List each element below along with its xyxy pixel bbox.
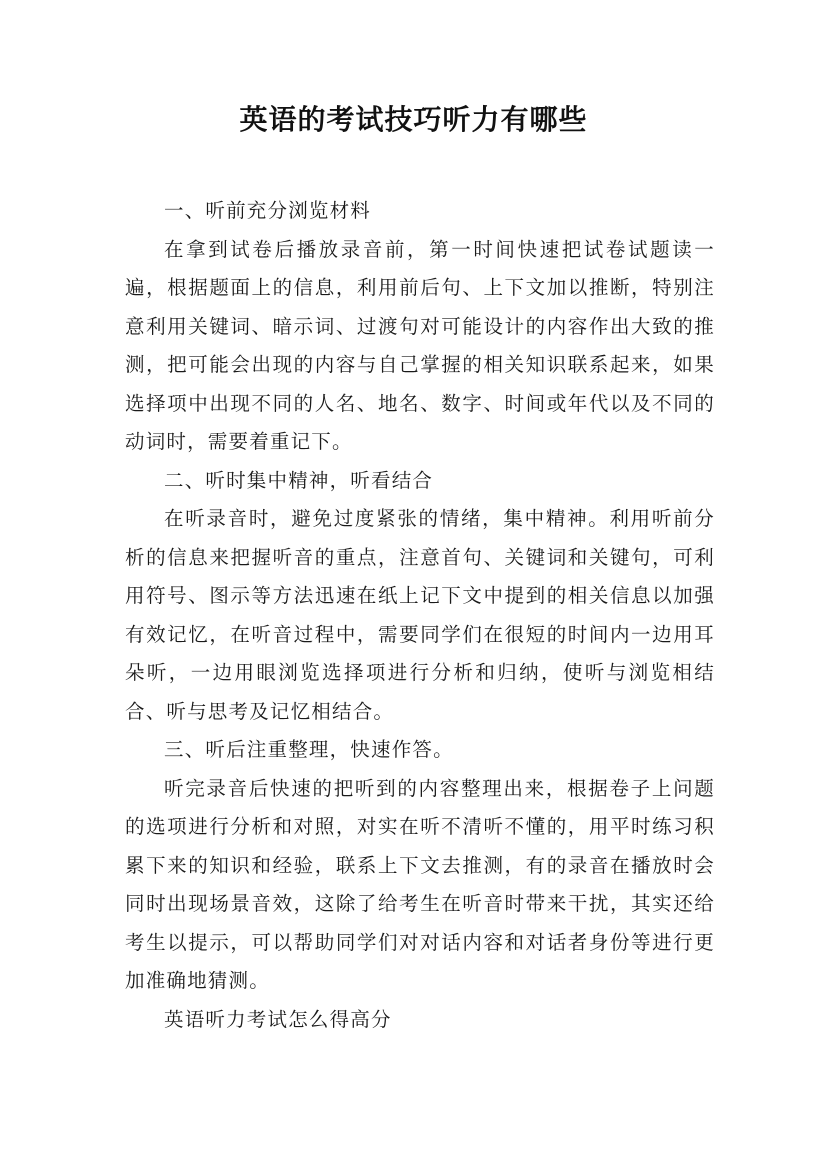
paragraph-2: 在听录音时，避免过度紧张的情绪，集中精神。利用听前分析的信息来把握听音的重点，注意首句、关键词和关键句，可利用符号、图示等方法迅速在纸上记下文中提到的相关信息以加强有效记忆，在听音过程中，需要同学们在很短的时间内一边用耳朵听，一边用眼浏览选择项进行分析和归纳，使听与浏览相结合、听与思考及记忆相结合。 bbox=[125, 507, 715, 723]
document-title: 英语的考试技巧听力有哪些 bbox=[239, 103, 588, 136]
section-heading-2: 二、听时集中精神，听看结合 bbox=[164, 468, 434, 492]
section-heading-3: 三、听后注重整理，快速作答。 bbox=[164, 738, 454, 761]
section-heading-1: 一、听前充分浏览材料 bbox=[164, 199, 372, 222]
paragraph-1: 在拿到试卷后播放录音前，第一时间快速把试卷试题读一遍，根据题面上的信息，利用前后句、上下文加以推断，特别注意利用关键词、暗示词、过渡句对可能设计的内容作出大致的推测，把可能会出现的内容与自己掌握的相关知识联系起来，如果选择项中出现不同的人名、地名、数字、时间或年代以及不同的动词时，需要着重记下。 bbox=[125, 237, 715, 453]
document-body bbox=[125, 192, 715, 1039]
paragraph-3: 听完录音后快速的把听到的内容整理出来，根据卷子上问题的选项进行分析和对照，对实在听不清听不懂的，用平时练习积累下来的知识和经验，联系上下文去推测，有的录音在播放时会同时出现场景音效，这除了给考生在听音时带来干扰，其实还给考生以提示，可以帮助同学们对对话内容和对话者身份等进行更加准确地猜测。 bbox=[125, 776, 715, 992]
section-heading-4: 英语听力考试怎么得高分 bbox=[164, 1007, 392, 1031]
